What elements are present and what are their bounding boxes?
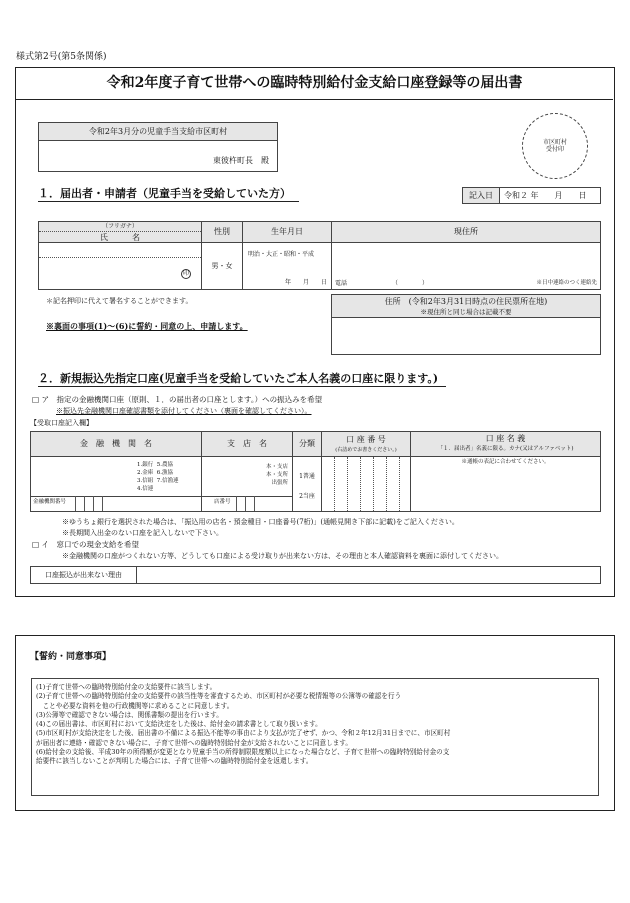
- branch-name-field[interactable]: [201, 456, 293, 512]
- entry-date-field[interactable]: [499, 187, 601, 204]
- account-holder-note2: ※通帳の表記に合わせてください。: [461, 459, 550, 465]
- account-holder-header: [410, 431, 601, 457]
- pledge-item: (5)市区町村が支給決定をした後、届出書の不備による振込不能等の事由により支払が完了せず、かつ、令和２年12月31日までに、市区町村: [36, 729, 451, 738]
- phone-parens: （ ）: [392, 279, 429, 287]
- reception-stamp: [522, 113, 588, 179]
- bank-type-list: [137, 461, 201, 493]
- option-a-note: ※振込先金融機関口座確認書類を添付してください（裏面を確認してください）。: [56, 407, 312, 415]
- gender-field[interactable]: 男・女: [201, 242, 243, 290]
- category-header: 分類: [292, 431, 322, 457]
- recipient-header: [38, 122, 278, 141]
- reason-label: 口座振込が出来ない理由: [31, 567, 137, 583]
- bank-type-2: 2.金庫: [137, 470, 154, 476]
- reason-field[interactable]: [137, 567, 600, 583]
- account-block-label: 【受取口座記入欄】: [30, 419, 93, 427]
- pledge-item: が届出者に連絡・確認できない場合に、子育て世帯への臨時特別給付金が支給されないことに同意します。: [36, 738, 352, 747]
- pledge-item: 給要件に該当しないことが判明した場合には、子育て世帯への臨時特別給付金を返還します。: [36, 757, 313, 766]
- form-title: 令和2年度子育て世帯への臨時特別給付金支給口座登録等の届出書: [16, 68, 613, 100]
- pledge-frame: [15, 635, 615, 811]
- account-number-note: (右詰めでお書きください。): [335, 447, 397, 453]
- account-holder-note1: 「１．届出者」名義に限る。カナ(又はアルファベット): [437, 446, 574, 452]
- branch-type-3: 出張所: [271, 480, 288, 486]
- phone-label: 電話: [335, 279, 348, 287]
- residence-label: 住所 (令和2年3月31日時点の住民票所在地): [384, 297, 548, 306]
- account-number-header: [321, 431, 411, 457]
- branch-type-2: 本・支所: [265, 472, 288, 478]
- seal-note: ＊記名押印に代えて署名することができます。: [46, 297, 193, 305]
- reason-row: [30, 566, 601, 584]
- yucho-note: ※ゆうちょ銀行を選択された場合は、「振込用の店名・預金種目・口座番号(7桁)」(通帳見開き下部に記載)をご記入ください。: [62, 518, 459, 526]
- category-field[interactable]: [292, 456, 322, 512]
- account-number-label: 口 座 番 号: [346, 435, 386, 444]
- stamp-line1: 市区町村: [542, 138, 567, 146]
- branch-name-header: 支 店 名: [201, 431, 293, 457]
- addressee: 東彼杵町長 殿: [213, 156, 269, 165]
- option-b-note: ※金融機関の口座がつくれない方等、どうしても口座による受け取りが出来ない方は、その理由と本人確認資料を裏面に添付してください。: [62, 552, 503, 560]
- bank-type-6: 6.漁協: [156, 470, 173, 476]
- bank-type-3: 3.信組: [137, 478, 154, 484]
- pledge-list: [31, 678, 599, 796]
- bank-name-field[interactable]: [30, 456, 202, 512]
- dormant-note: ※長期間入出金のない口座を記入しないで下さい。: [62, 529, 223, 537]
- era-options: 明治・大正・昭和・平成: [248, 251, 315, 258]
- seal-icon: 印: [182, 270, 189, 278]
- option-a-checkbox[interactable]: □ ア 指定の金融機関口座（原則、１．の届出者の口座とします。）への振込みを希望: [32, 395, 323, 404]
- address-field[interactable]: [331, 242, 601, 290]
- name-label: 氏 名: [100, 233, 140, 242]
- branch-type-list: [266, 463, 288, 487]
- pledge-item: (3)公簿等で確認できない場合は、関係書類の提出を行います。: [36, 710, 223, 719]
- bank-type-5: 5.農協: [156, 462, 173, 468]
- recipient-header-text: 令和2年3月分の児童手当支給市区町村: [88, 126, 228, 136]
- birthdate-header: 生年月日: [242, 221, 332, 243]
- residence-header: [331, 294, 601, 318]
- birthdate-ymd: 年 月 日: [284, 278, 327, 286]
- pledge-item: ことや必要な資料を他の行政機関等に求めることに同意します。: [36, 701, 234, 710]
- furigana-label: （フリガナ）: [102, 223, 138, 230]
- category-current: 2当座: [299, 493, 315, 500]
- name-header: [38, 221, 202, 243]
- bank-type-7: 7.信漁連: [156, 478, 179, 484]
- residence-field[interactable]: [331, 317, 601, 355]
- stamp-line2: 受付印: [545, 146, 564, 153]
- section2-heading: ２．新規振込先指定口座(児童手当を受給していたご本人名義の口座に限ります。): [38, 372, 446, 387]
- address-header: 現住所: [331, 221, 601, 243]
- section1-heading: １．届出者・申請者（児童手当を受給していた方）: [38, 187, 299, 202]
- birthdate-field[interactable]: [242, 242, 332, 290]
- pledge-heading: 【誓約・同意事項】: [30, 652, 112, 662]
- entry-date-value: 令和２ 年 月 日: [504, 191, 587, 200]
- gender-header: 性別: [201, 221, 243, 243]
- name-field[interactable]: [38, 242, 202, 290]
- bank-code-label: 金融機関番号: [33, 499, 67, 505]
- bank-name-header: 金 融 機 関 名: [30, 431, 202, 457]
- residence-note: ※現住所と同じ場合は記載不要: [420, 308, 512, 316]
- account-number-field[interactable]: [321, 456, 411, 512]
- account-holder-field[interactable]: [410, 456, 601, 512]
- option-b-checkbox[interactable]: □ イ 窓口での現金支給を希望: [32, 540, 139, 549]
- form-number: 様式第2号(第5条関係): [16, 52, 107, 62]
- pledge-item: (1)子育て世帯への臨時特別給付金の支給要件に該当します。: [36, 683, 217, 691]
- bank-type-1: 1.銀行: [137, 462, 154, 468]
- branch-code-label: 店番号: [214, 499, 231, 505]
- pledge-note: ※裏面の事項(1)～(6)に誓約・同意の上、申請します。: [46, 321, 248, 331]
- bank-type-4: 4.信連: [137, 486, 154, 492]
- pledge-item: (6)給付金の支給後、平成30年の所得額が変更となり児童手当の所得制限限度額以上になった場合など、子育て世帯への臨時特別給付金の支: [36, 748, 450, 757]
- entry-date-label: 記入日: [462, 187, 500, 204]
- category-ordinary: 1普通: [299, 473, 315, 480]
- branch-type-1: 本・支店: [265, 464, 288, 470]
- account-holder-label: 口 座 名 義: [485, 434, 526, 443]
- recipient-body: [38, 140, 278, 172]
- phone-note: ※日中連絡のつく連絡先: [536, 280, 597, 287]
- pledge-item: (4)この届出書は、市区町村において支給決定をした後は、給付金の請求書として取り扱います。: [36, 720, 322, 729]
- pledge-item: (2)子育て世帯への臨時特別給付金の支給要件の該当性等を審査するため、市区町村が必要な税情報等の公簿等の確認を行う: [36, 692, 402, 701]
